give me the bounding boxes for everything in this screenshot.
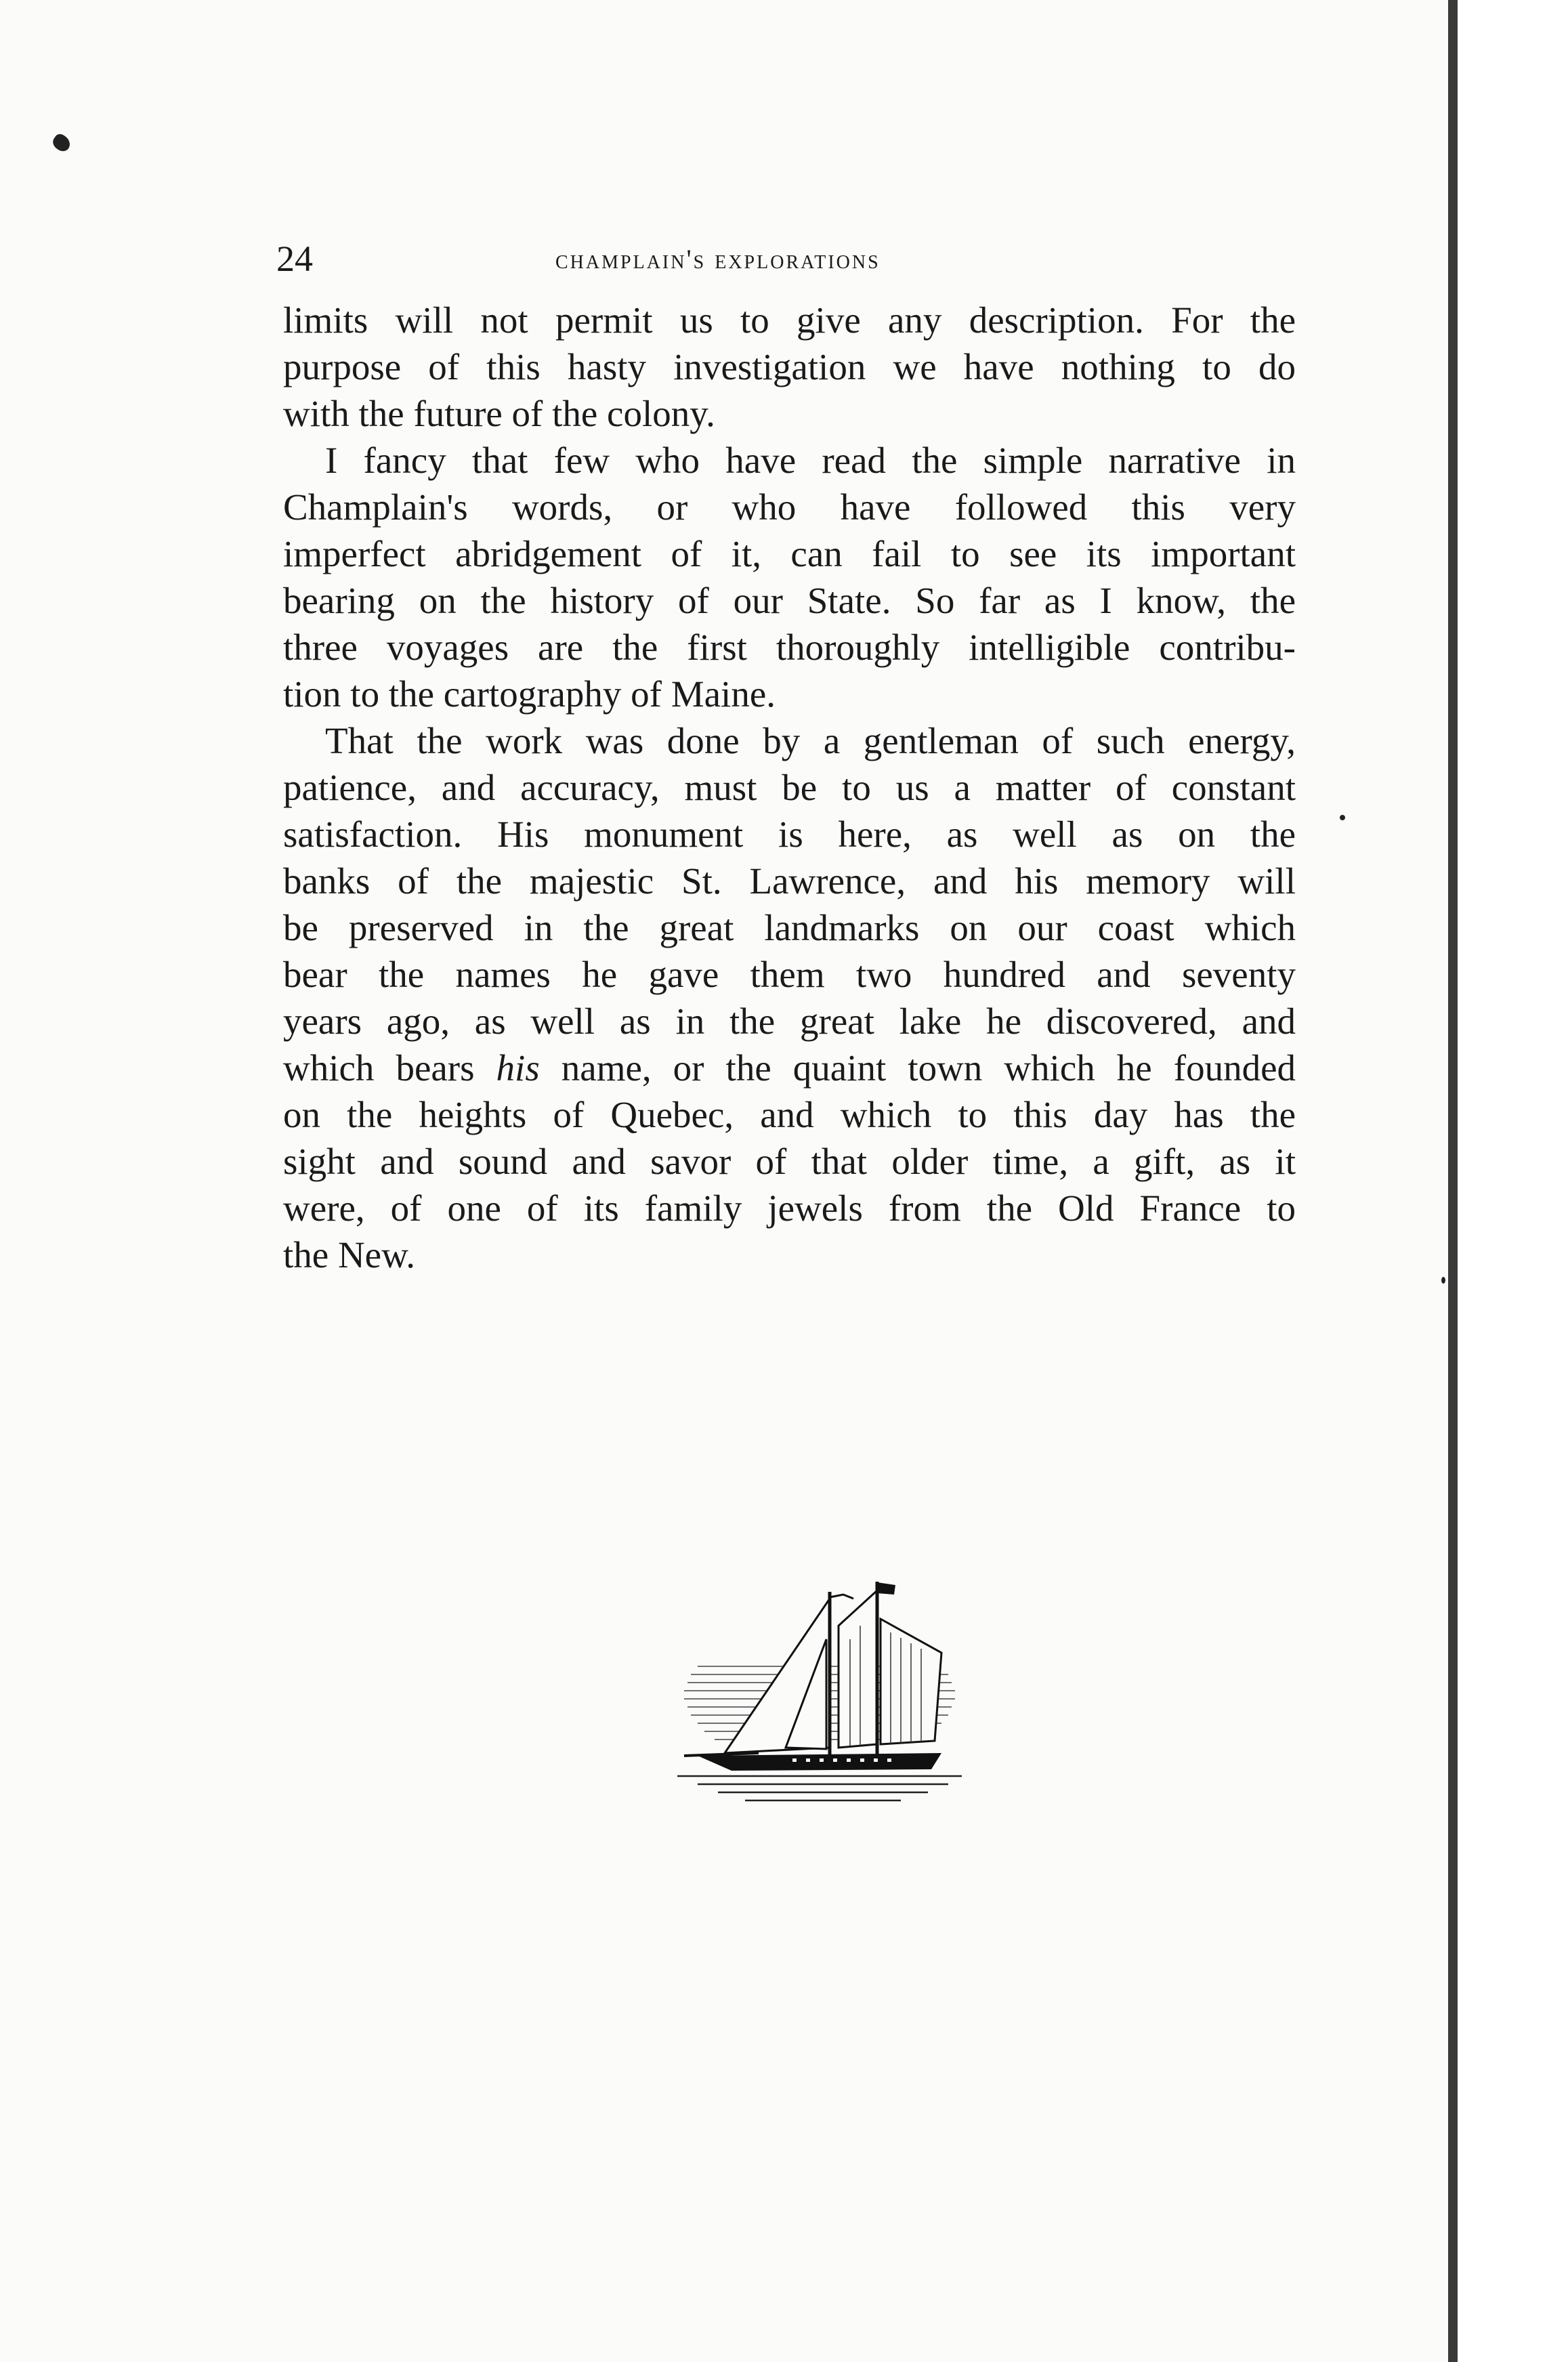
text-line: satisfaction. His monument is here, as well as on the <box>283 814 1296 855</box>
text-line: tion to the cartography of Maine. <box>283 673 776 715</box>
paragraph-3 <box>283 717 1296 1278</box>
text-line: limits will not permit us to give any description. For the <box>283 299 1296 341</box>
text-line: were, of one of its family jewels from the Old France to <box>283 1187 1296 1229</box>
text-line: years ago, as well as in the great lake he discovered, and <box>283 1000 1296 1042</box>
running-head <box>276 232 1008 286</box>
text-line: purpose of this hasty investigation we have nothing to do <box>283 346 1296 387</box>
text-line: bearing on the history of our State. So far as I know, the <box>283 580 1296 621</box>
scan-speck <box>1441 1277 1445 1284</box>
text-run: name, or the quaint town which he founded <box>539 1047 1296 1089</box>
text-line: with the future of the colony. <box>283 393 715 434</box>
text-line: I fancy that few who have read the simple narrative in <box>325 440 1296 481</box>
text-line: imperfect abridgement of it, can fail to see its important <box>283 533 1296 574</box>
page-number: 24 <box>276 238 313 279</box>
schooner-ship-icon <box>657 1578 975 1809</box>
text-line: banks of the majestic St. Lawrence, and his memory will <box>283 860 1296 902</box>
scan-speck <box>50 132 73 154</box>
body-text <box>283 297 1296 1278</box>
paragraph-1 <box>283 297 1296 437</box>
text-line: That the work was done by a gentleman of such energy, <box>325 720 1296 761</box>
running-title: champlain's explorations <box>555 244 881 274</box>
text-line: be preserved in the great landmarks on our coast which <box>283 907 1296 948</box>
scan-speck <box>1340 815 1345 820</box>
text-line: three voyages are the first thoroughly intelligible contribu- <box>283 627 1296 668</box>
text-line: sight and sound and savor of that older time, a gift, as it <box>283 1141 1296 1182</box>
paragraph-2 <box>283 437 1296 717</box>
italic-word: his <box>496 1047 540 1089</box>
text-line: the New. <box>283 1234 415 1275</box>
text-line: bear the names he gave them two hundred and seventy <box>283 954 1296 995</box>
text-run: which bears <box>283 1047 496 1089</box>
text-line: Champlain's words, or who have followed this very <box>283 486 1296 528</box>
text-line: patience, and accuracy, must be to us a matter of constant <box>283 767 1296 808</box>
text-line: on the heights of Quebec, and which to this day has the <box>283 1094 1296 1135</box>
right-margin <box>1458 0 1568 2362</box>
page-edge-shadow <box>1448 0 1458 2362</box>
text-line-with-emphasis <box>283 1045 1296 1091</box>
